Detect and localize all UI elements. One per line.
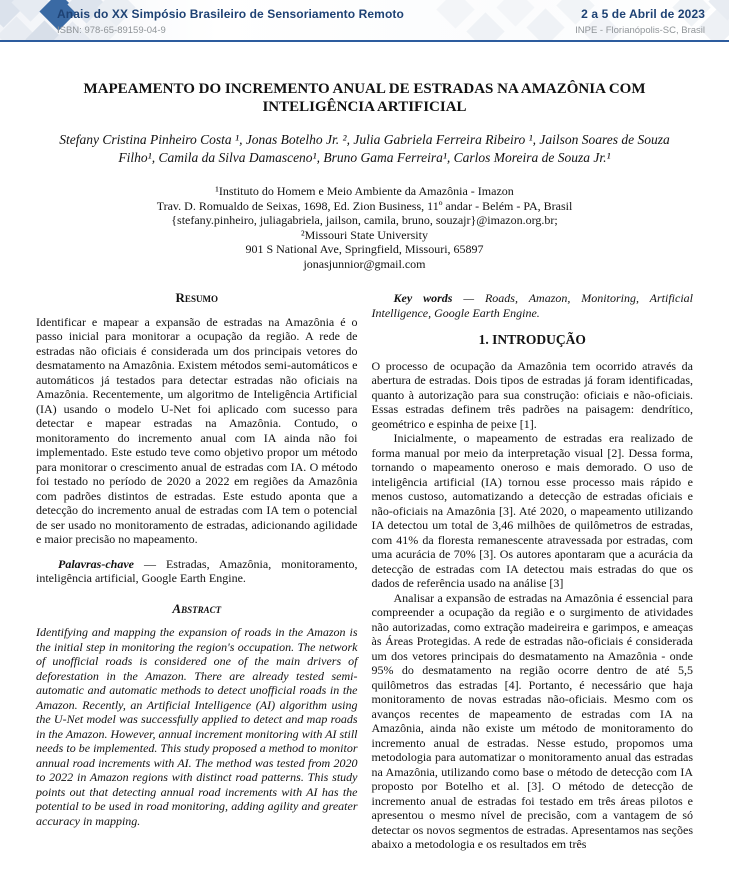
banner-left-block [57,7,404,36]
keywords-en [372,291,694,320]
proceedings-title: Anais do XX Simpósio Brasileiro de Sensoriamento Remoto [57,7,404,21]
affiliation-line: 901 S National Ave, Springfield, Missouri, 65897 [245,242,484,256]
keywords-pt-text: — Estradas, Amazônia, monitoramento, inteligência artificial, Google Earth Engine. [36,556,358,585]
paper-title-line-2: INTELIGÊNCIA ARTIFICIAL [262,99,467,115]
paper-page [0,80,729,852]
keywords-en-label: Key words [393,291,453,305]
paper-title-line-1: MAPEAMENTO DO INCREMENTO ANUAL DE ESTRADAS NA AMAZÔNIA COM [83,81,646,97]
paper-title [56,80,673,116]
introduction-heading: 1. INTRODUÇÃO [478,332,586,347]
right-column [372,291,694,852]
keywords-pt-label: Palavras-chave [58,556,134,571]
affiliation-line: Trav. D. Romualdo de Seixas, 1698, Ed. Zion Business, 11º andar - Belém - PA, Brasil [156,198,573,213]
resumo-paragraph: Identificar e mapear a expansão de estradas na Amazônia é o passo inicial para monitorar a ocupação da região. A rede de estradas não oficiais é considerada um dos principais vetores do desmatamento na Amazônia. Existem métodos semi-automáticos e automáticos já testados para detectar estradas não oficiais na Amazônia. Recentemente, um algoritmo de Inteligência Artificial (IA) usando o modelo U-Net foi aplicado com sucesso para detectar e mapear estradas na Amazônia. Contudo, o monitoramento do incremento anual com IA ainda não foi implementado. Este estudo teve como objetivo propor um método para monitorar o crescimento anual de estradas com IA. O método foi testado no período de 2020 a 2022 em regiões da Amazônia com padrões distintos de estradas. Este estudo aponta que a detecção do incremento anual de estradas com IA tem o potencial de ser usado no monitoramento de estradas, adicionando agilidade e maior precisão no mapeamento. [36,314,358,546]
isbn-text: ISBN: 978-65-89159-04-9 [57,25,166,36]
left-column [36,291,358,852]
keywords-en-text: — Roads, Amazon, Monitoring, Artificial Intelligence, Google Earth Engine. [371,291,694,320]
abstract-heading: Abstract [172,600,222,616]
affiliation-block [0,184,729,271]
affiliation-line: ²Missouri State University [301,227,428,242]
introduction-paragraph-1: O processo de ocupação da Amazônia tem ocorrido através da abertura de estradas. Dois tipos de estradas já foram identificadas, quanto à autorização para sua construção: oficiais e não-oficiais. Essas estradas definem três padrões na paisagem: dendrítico, geométrico e espinha de peixe [1]. [371,358,693,431]
proceedings-banner [0,0,729,42]
two-column-body [0,291,729,852]
introduction-paragraph-3: Analisar a expansão de estradas na Amazônia é essencial para compreender a ocupação da região e o surgimento de atividades não autorizadas, como extração madeireira e garimpos, e ameaças às Áreas Protegidas. A rede de estradas não-oficiais é considerada um dos vetores principais do desmatamento na Amazônia - onde 95% do desmatamento na região ocorre dentro de até 5,5 quilômetros das estradas [4]. Portanto, é necessário que haja monitoramento de novas estradas não-oficiais. Mesmo com os avanços recentes de mapeamento de estradas com IA na Amazônia, ainda não existe um método de monitoramento do incremento anual de estradas. Nesse estudo, propomos uma metodologia para automatizar o monitoramento anual das estradas na Amazônia, utilizando como base o método de detecção com IA proposto por Botelho et al. [3]. O método de detecção de incremento anual de estradas foi testado em três áreas pilotos e apresentou o mesmo nível de precisão, com a vantagem de só detectar os novos segmentos de estradas. Apresentamos nas seções abaixo a metodologia e os resultados em três [371,590,693,851]
author-list: Stefany Cristina Pinheiro Costa ¹, Jonas Botelho Jr. ², Julia Gabriela Ferreira Ribeiro ¹, Jailson Soares de Souza Filho¹, Camila da Silva Damasceno¹, Bruno Gama Ferreira¹, Carlos Moreira de Souza Jr.¹ [59,132,670,165]
event-location: INPE - Florianópolis-SC, Brasil [575,25,705,36]
abstract-paragraph: Identifying and mapping the expansion of roads in the Amazon is the initial step in monitoring the region's occupation. The network of unofficial roads is considered one of the main drivers of deforestation in the Amazon. There are already tested semi-automatic and automatic methods to detect unofficial roads in the Amazon. Recently, an Artificial Intelligence (AI) algorithm using the U-Net model was successfully applied to detect and map roads in the Amazon. However, annual increment monitoring with AI still needs to be implemented. This study proposed a method to monitor annual road increments with AI. The method was tested from 2020 to 2022 in Amazon regions with distinct road patterns. This study points out that detecting annual road increments with AI has the potential to be used in road monitoring, adding agility and greater accuracy in mapping. [36,625,358,828]
affiliation-line: ¹Instituto do Homem e Meio Ambiente da Amazônia - Imazon [215,184,514,198]
keywords-pt [36,557,358,586]
introduction-paragraph-2: Inicialmente, o mapeamento de estradas era realizado de forma manual por meio da interpretação visual [2]. Dessa forma, tornando o mapeamento oneroso e mais demorado. O uso de inteligência artificial (IA) tornou esse processo mais rápido e menos custoso, automatizando a detecção de estradas oficiais e não-oficiais na Amazônia [3]. Até 2020, o mapeamento utilizando IA detectou um total de 3,46 milhões de quilômetros de estradas, com 41% da floresta remanescente atravessada por estradas, com uma acurácia de 70% [3]. Os autores apontaram que a acurácia da detecção de estradas com IA detectou mais estradas do que os dados de referência usado na análise [3] [371,431,693,590]
affiliation-line: {stefany.pinheiro, juliagabriela, jailson, camila, bruno, souzajr}@imazon.org.br; [171,213,558,227]
resumo-heading: Resumo [175,290,218,305]
affiliation-line: jonasjunnior@gmail.com [303,256,426,271]
event-dates: 2 a 5 de Abril de 2023 [581,7,705,21]
banner-right-block [575,7,705,36]
